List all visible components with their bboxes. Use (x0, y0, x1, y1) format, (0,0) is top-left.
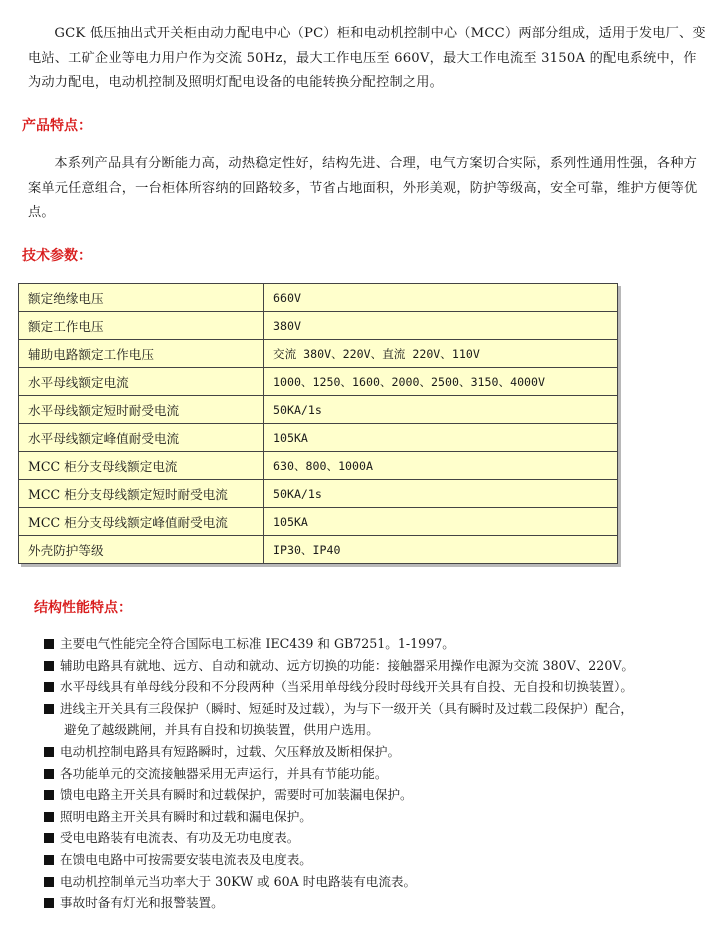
feature-item (42, 871, 712, 893)
feature-item (42, 827, 712, 849)
product-features-heading: 产品特点： (22, 118, 92, 134)
feature-item (42, 763, 712, 785)
tech-param-row (19, 368, 618, 396)
tech-param-name: 水平母线额定电流 (19, 368, 264, 396)
square-bullet-icon (44, 704, 54, 714)
tech-param-value: IP30、IP40 (264, 536, 618, 564)
tech-param-row (19, 536, 618, 564)
tech-params-heading: 技术参数： (22, 248, 92, 264)
tech-param-row (19, 312, 618, 340)
tech-param-value: 660V (264, 284, 618, 312)
feature-item (42, 849, 712, 871)
feature-text: 馈电电路主开关具有瞬时和过载保护，需要时可加装漏电保护。 (60, 787, 413, 803)
square-bullet-icon (44, 639, 54, 649)
square-bullet-icon (44, 833, 54, 843)
feature-item (42, 892, 712, 914)
structure-features-list (42, 633, 712, 914)
tech-param-value: 105KA (264, 424, 618, 452)
tech-param-name: 辅助电路额定工作电压 (19, 340, 264, 368)
feature-item (42, 698, 712, 741)
tech-param-row (19, 452, 618, 480)
tech-param-row (19, 396, 618, 424)
product-features-paragraph: 本系列产品具有分断能力高，动热稳定性好，结构先进、合理，电气方案切合实际，系列性通用性强，各种方案单元任意组合，一台柜体所容纳的回路较多，节省占地面积，外形美观，防护等级高，安全可靠，维护方便等优点。 (28, 156, 698, 220)
tech-param-name: MCC 柜分支母线额定峰值耐受电流 (19, 508, 264, 536)
square-bullet-icon (44, 769, 54, 779)
tech-param-value: 50KA/1s (264, 396, 618, 424)
feature-text: 进线主开关具有三段保护（瞬时、短延时及过载），为与下一级开关（具有瞬时及过载二段保护）配合， 避免了越级跳闸，并具有自投和切换装置，供用户选用。 (60, 700, 634, 738)
feature-text: 水平母线具有单母线分段和不分段两种（当采用单母线分段时母线开关具有自投、无自投和切换装置）。 (60, 679, 634, 695)
tech-param-value: 交流 380V、220V、直流 220V、110V (264, 340, 618, 368)
square-bullet-icon (44, 877, 54, 887)
square-bullet-icon (44, 898, 54, 908)
tech-param-value: 105KA (264, 508, 618, 536)
tech-param-value: 380V (264, 312, 618, 340)
feature-item (42, 633, 712, 655)
tech-param-row (19, 284, 618, 312)
intro-paragraph: GCK 低压抽出式开关柜由动力配电中心（PC）柜和电动机控制中心（MCC）两部分组成，适用于发电厂、变电站、工矿企业等电力用户作为交流 50Hz，最大工作电压至 660V，最大工作电流至 3150A 的配电系统中，作为动力配电，电动机控制及照明灯配电设备的电能转换分配控制之用。 (28, 26, 706, 90)
tech-param-name: MCC 柜分支母线额定电流 (19, 452, 264, 480)
feature-item (42, 784, 712, 806)
tech-params-table (18, 283, 618, 564)
tech-param-name: 水平母线额定峰值耐受电流 (19, 424, 264, 452)
feature-item (42, 676, 712, 698)
square-bullet-icon (44, 747, 54, 757)
tech-param-row (19, 424, 618, 452)
square-bullet-icon (44, 682, 54, 692)
feature-text: 电动机控制电路具有短路瞬时，过载、欠压释放及断相保护。 (60, 743, 401, 759)
square-bullet-icon (44, 790, 54, 800)
feature-item (42, 655, 712, 677)
square-bullet-icon (44, 812, 54, 822)
feature-text: 照明电路主开关具有瞬时和过载和漏电保护。 (60, 808, 312, 824)
feature-text: 电动机控制单元当功率大于 30KW 或 60A 时电路装有电流表。 (60, 873, 417, 889)
tech-param-row (19, 480, 618, 508)
tech-param-name: 额定工作电压 (19, 312, 264, 340)
tech-param-name: MCC 柜分支母线额定短时耐受电流 (19, 480, 264, 508)
tech-param-value: 50KA/1s (264, 480, 618, 508)
tech-param-value: 1000、1250、1600、2000、2500、3150、4000V (264, 368, 618, 396)
square-bullet-icon (44, 855, 54, 865)
structure-features-heading: 结构性能特点： (34, 600, 132, 616)
feature-text: 事故时备有灯光和报警装置。 (60, 895, 224, 911)
tech-param-name: 外壳防护等级 (19, 536, 264, 564)
feature-text: 辅助电路具有就地、远方、自动和就动、远方切换的功能：接触器采用操作电源为交流 380V、220V。 (60, 657, 635, 673)
tech-param-row (19, 340, 618, 368)
tech-param-name: 额定绝缘电压 (19, 284, 264, 312)
feature-item (42, 741, 712, 763)
feature-text: 各功能单元的交流接触器采用无声运行，并具有节能功能。 (60, 765, 388, 781)
tech-param-row (19, 508, 618, 536)
square-bullet-icon (44, 661, 54, 671)
feature-text: 在馈电电路中可按需要安装电流表及电度表。 (60, 851, 312, 867)
tech-param-name: 水平母线额定短时耐受电流 (19, 396, 264, 424)
feature-text: 主要电气性能完全符合国际电工标准 IEC439 和 GB7251。1-1997。 (60, 636, 455, 651)
tech-param-value: 630、800、1000A (264, 452, 618, 480)
feature-text: 受电电路装有电流表、有功及无功电度表。 (60, 830, 300, 846)
feature-item (42, 806, 712, 828)
